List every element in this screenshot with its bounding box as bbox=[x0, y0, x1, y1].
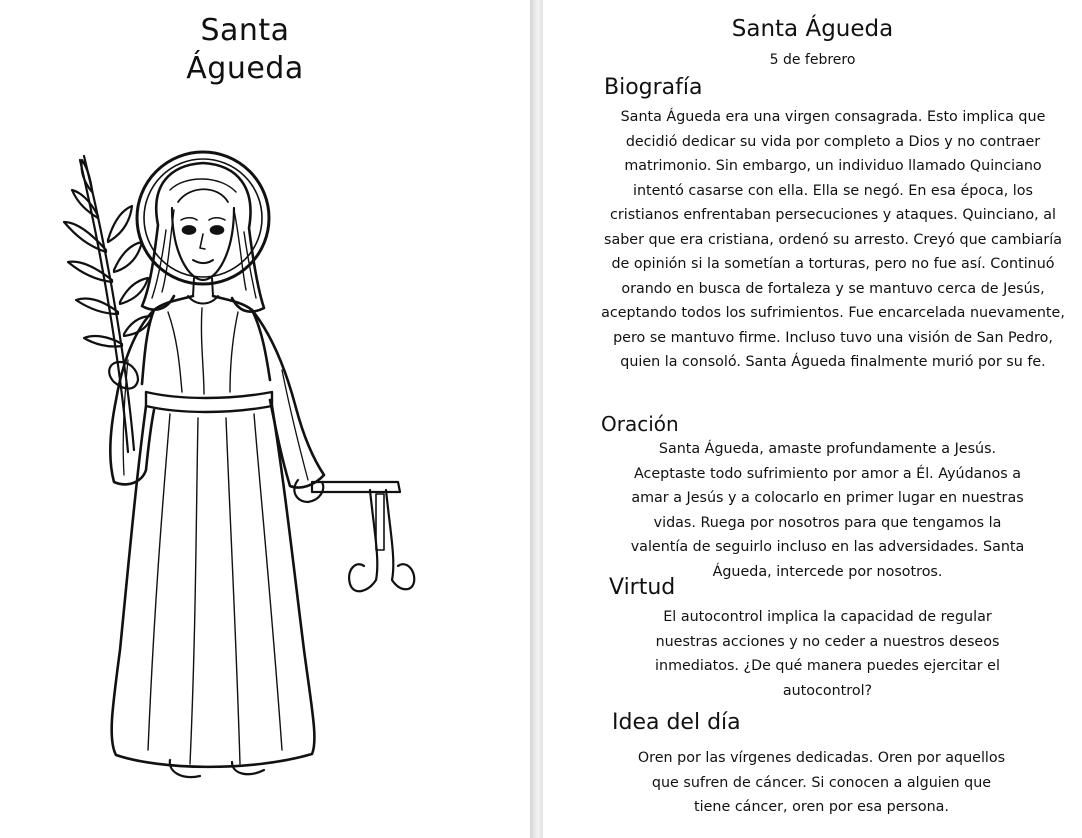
left-title-line-2: Águeda bbox=[186, 51, 304, 86]
feast-date: 5 de febrero bbox=[769, 52, 856, 68]
tongs-icon bbox=[312, 482, 414, 591]
left-title-line-1: Santa bbox=[200, 13, 290, 48]
saint-agatha-illustration bbox=[50, 130, 430, 800]
biografia-heading: Biografía bbox=[604, 75, 703, 100]
biografia-text: Santa Águeda era una virgen consagrada. Esto implica que decidió dedicar su vida por completo a Dios y no contraer matrimonio. Sin embargo, un individuo llamado Quinciano intentó casarse con ella. Ella se negó. En esa época, los cristianos enfrentaban persecuciones y ataques. Quinciano, al saber que era cristiana, ordenó su arresto. Creyó que cambiaría de opinión si la sometían a torturas, pero no fue así. Continuó orando en busca de fortaleza y se mantuvo cerca de Jesús, aceptando todos los sufrimientos. Fue encarcelada nuevamente, pero se mantuvo firme. Incluso tuvo una visión de San Pedro, quien la consoló. Santa Águeda finalmente murió por su fe. bbox=[601, 109, 1065, 370]
right-page bbox=[543, 0, 1082, 838]
left-page-title bbox=[140, 12, 350, 88]
saint-title: Santa Águeda bbox=[731, 16, 894, 42]
idea-del-dia-heading: Idea del día bbox=[612, 710, 741, 735]
virtud-heading: Virtud bbox=[609, 575, 676, 600]
virtud-text: El autocontrol implica la capacidad de regular nuestras acciones y no ceder a nuestros deseos inmediatos. ¿De qué manera puedes ejercitar el autocontrol? bbox=[655, 609, 1000, 699]
oracion-text: Santa Águeda, amaste profundamente a Jesús. Aceptaste todo sufrimiento por amor a Él. Ayúdanos a amar a Jesús y a colocarlo en primer lugar en nuestras vidas. Ruega por nosotros para que tengamos la valentía de seguirlo incluso en las adversidades. Santa Águeda, intercede por nosotros. bbox=[630, 441, 1025, 580]
book-gutter bbox=[530, 0, 543, 838]
oracion-heading: Oración bbox=[601, 412, 679, 436]
left-page bbox=[0, 0, 530, 838]
idea-del-dia-text: Oren por las vírgenes dedicadas. Oren por aquellos que sufren de cáncer. Si conocen a alguien que tiene cáncer, oren por esa persona. bbox=[637, 750, 1006, 815]
